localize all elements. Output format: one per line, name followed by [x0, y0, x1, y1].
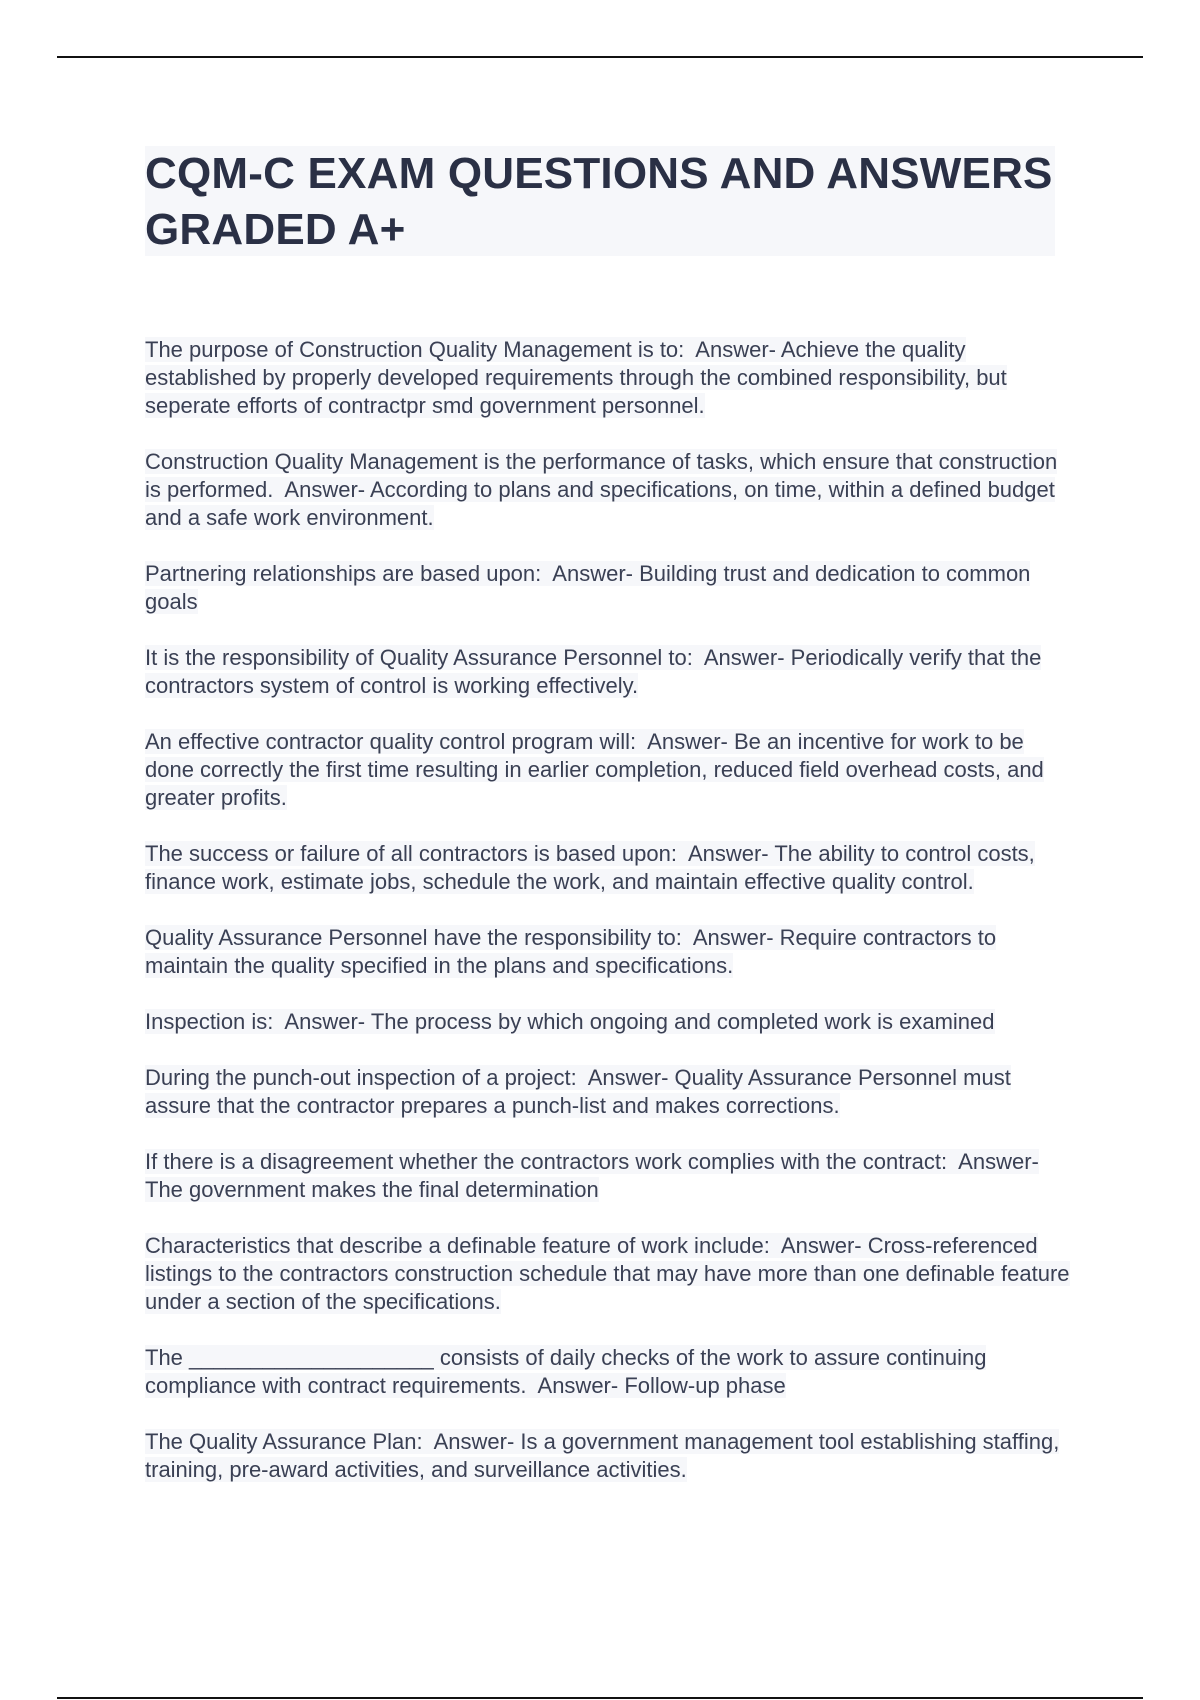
qa-item [145, 924, 1075, 980]
question-text: Quality Assurance Personnel have the responsibility to: [145, 925, 682, 950]
answer-text: Answer- Follow-up phase [537, 1373, 786, 1398]
qa-item [145, 728, 1075, 812]
title-block [145, 146, 1055, 256]
answer-text: Answer- Require contractors to maintain the quality specified in the plans and specifications. [145, 925, 997, 978]
answer-text: Answer- Cross-referenced listings to the contractors construction schedule that may have more than one definable feature under a section of the specifications. [145, 1233, 1070, 1314]
qa-item [145, 840, 1075, 896]
question-text: An effective contractor quality control program will: [145, 729, 637, 754]
answer-text: Answer- Periodically verify that the contractors system of control is working effectively. [145, 645, 1042, 698]
qa-item [145, 1148, 1075, 1204]
question-text: The Quality Assurance Plan: [145, 1429, 423, 1454]
question-text: The success or failure of all contractors is based upon: [145, 841, 677, 866]
document-title: CQM-C EXAM QUESTIONS AND ANSWERS GRADED A+ [145, 149, 1053, 254]
qa-list [145, 336, 1075, 1512]
qa-item [145, 1008, 1075, 1036]
bottom-rule [57, 1697, 1143, 1699]
answer-text: Answer- Is a government management tool establishing staffing, training, pre-award activities, and surveillance activities. [145, 1429, 1060, 1482]
question-text: The purpose of Construction Quality Management is to: [145, 337, 685, 362]
question-text: Partnering relationships are based upon: [145, 561, 542, 586]
question-text: During the punch-out inspection of a project: [145, 1065, 577, 1090]
qa-item [145, 336, 1075, 420]
question-text: It is the responsibility of Quality Assurance Personnel to: [145, 645, 693, 670]
qa-item [145, 560, 1075, 616]
qa-item [145, 448, 1075, 532]
answer-text: Answer- The ability to control costs, finance work, estimate jobs, schedule the work, and maintain effective quality control. [145, 841, 1035, 894]
answer-text: Answer- According to plans and specifications, on time, within a defined budget and a safe work environment. [145, 477, 1055, 530]
question-text: The ____________________ consists of daily checks of the work to assure continuing compliance with contract requirements. [145, 1345, 987, 1398]
question-text: If there is a disagreement whether the contractors work complies with the contract: [145, 1149, 948, 1174]
qa-item [145, 1344, 1075, 1400]
answer-text: Answer- Be an incentive for work to be done correctly the first time resulting in earlier completion, reduced field overhead costs, and greater profits. [145, 729, 1044, 810]
question-text: Construction Quality Management is the performance of tasks, which ensure that construction is performed. [145, 449, 1058, 502]
top-rule [57, 56, 1143, 58]
answer-text: Answer- The process by which ongoing and completed work is examined [284, 1009, 995, 1034]
answer-text: Answer- Building trust and dedication to common goals [145, 561, 1031, 614]
answer-text: Answer- Quality Assurance Personnel must assure that the contractor prepares a punch-list and makes corrections. [145, 1065, 1011, 1118]
answer-text: Answer- Achieve the quality established by properly developed requirements through the combined responsibility, but seperate efforts of contractpr smd government personnel. [145, 337, 1007, 418]
qa-item [145, 644, 1075, 700]
qa-item [145, 1428, 1075, 1484]
answer-text: Answer- The government makes the final determination [145, 1149, 1039, 1202]
qa-item [145, 1232, 1075, 1316]
question-text: Characteristics that describe a definable feature of work include: [145, 1233, 770, 1258]
qa-item [145, 1064, 1075, 1120]
question-text: Inspection is: [145, 1009, 274, 1034]
